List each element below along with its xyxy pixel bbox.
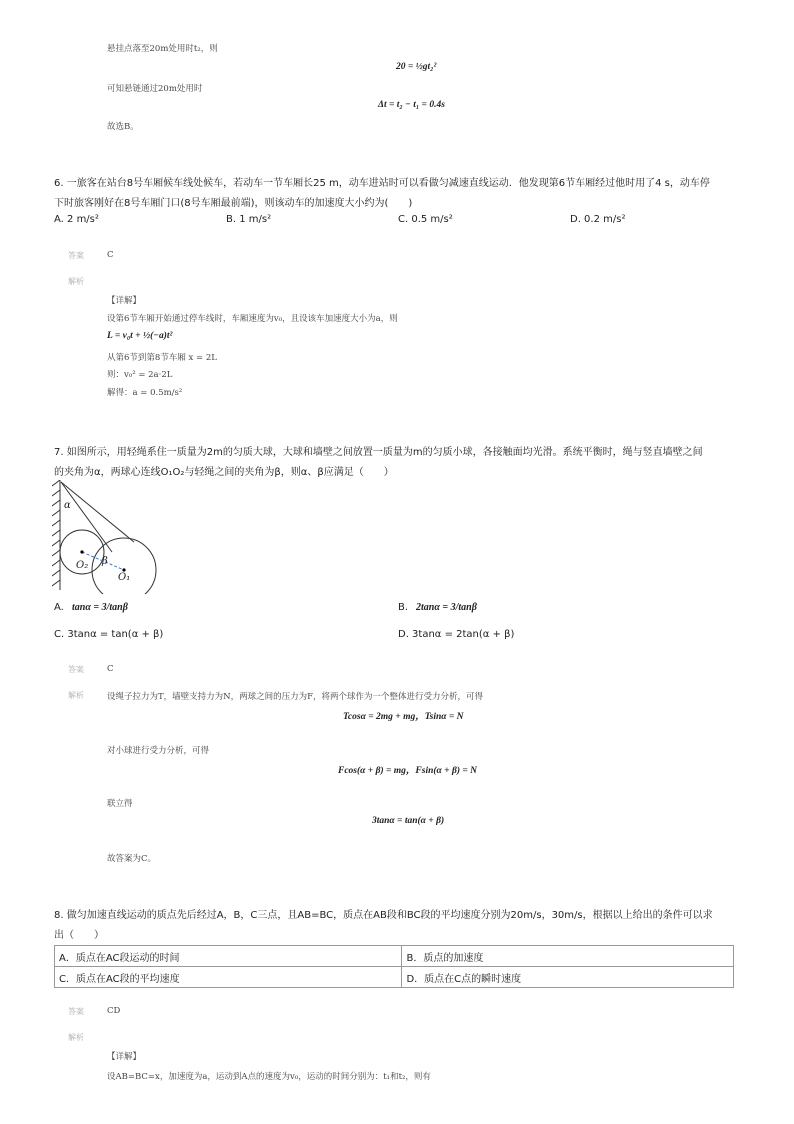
option-c: C. 3tanα = tan(α + β) bbox=[54, 629, 164, 640]
detail-line: 从第6节到第8节车厢 x = 2L bbox=[107, 353, 217, 363]
text-line: 可知悬链通过20m处用时 bbox=[107, 84, 203, 94]
formula: Tcosα = 2mg + mg，Tsinα = N bbox=[343, 712, 464, 722]
formula: 3tanα = tan(α + β) bbox=[372, 816, 445, 826]
formula: L = v₀t + ½(−a)t² bbox=[107, 331, 173, 341]
option-d: D. 3tanα = 2tan(α + β) bbox=[398, 629, 515, 640]
question-7-line1: 7. 如图所示，用轻绳系住一质量为2m的匀质大球，大球和墙壁之间放置一质量为m的匀质小球，各接触面均光滑。系统平衡时，绳与竖直墙壁之间 bbox=[54, 447, 703, 458]
detail-title: 【详解】 bbox=[107, 1052, 142, 1062]
analysis-label: 解析 bbox=[68, 1033, 84, 1042]
option-b: 2tanα = 3/tanβ bbox=[416, 602, 477, 613]
detail-line: 则：v₀² = 2a·2L bbox=[107, 370, 173, 380]
text-line: 悬挂点落至20m处用时t₂，则 bbox=[107, 44, 218, 54]
o1-label: O₁ bbox=[118, 572, 131, 583]
formula: Fcos(α + β) = mg，Fsin(α + β) = N bbox=[338, 766, 478, 776]
analysis-line: 故答案为C。 bbox=[107, 854, 157, 864]
option-c: C. 0.5 m/s² bbox=[398, 214, 453, 225]
option-b-label: B. bbox=[398, 602, 409, 613]
answer-label: 答案 bbox=[68, 1007, 84, 1016]
option-a-label: A. bbox=[54, 602, 64, 613]
detail-line: 设AB=BC=x，加速度为a，运动到A点的速度为v₀，运动的时间分别为：t₁和t₂，则有 bbox=[107, 1072, 431, 1082]
answer-value: C bbox=[107, 250, 114, 260]
formula: Δt = t₂ − t₁ = 0.4s bbox=[378, 100, 445, 110]
option-a: A. 2 m/s² bbox=[54, 214, 99, 225]
question-8-line2: 出（ ） bbox=[54, 930, 104, 941]
detail-line: 设第6节车厢开始通过停车线时，车厢速度为v₀，且设该车加速度大小为a，则 bbox=[107, 314, 398, 324]
detail-title: 【详解】 bbox=[107, 296, 142, 306]
answer-value: CD bbox=[107, 1006, 121, 1016]
question-8-line1: 8. 做匀加速直线运动的质点先后经过A，B，C三点，且AB=BC，质点在AB段和BC段的平均速度分别为20m/s，30m/s，根据以上给出的条件可以求 bbox=[54, 910, 713, 921]
text-line: 故选B。 bbox=[107, 122, 139, 132]
option-d: D．质点在C点的瞬时速度 bbox=[402, 967, 734, 988]
analysis-line: 联立得 bbox=[107, 799, 133, 809]
physics-figure bbox=[52, 480, 162, 594]
answer-label: 答案 bbox=[68, 665, 84, 674]
o2-label: O₂ bbox=[76, 560, 89, 571]
formula: 20 = ½gt₂² bbox=[396, 62, 437, 72]
answer-value: C bbox=[107, 664, 114, 674]
question-6-line1: 6. 一旅客在站台8号车厢候车线处候车，若动车一节车厢长25 m，动车进站时可以看做匀减速直线运动．他发现第6节车厢经过他时用了4 s，动车停 bbox=[54, 178, 710, 189]
analysis-line: 对小球进行受力分析，可得 bbox=[107, 746, 210, 756]
option-c: C．质点在AC段的平均速度 bbox=[55, 967, 402, 988]
wall-hatching bbox=[52, 480, 60, 590]
analysis-line: 设绳子拉力为T，墙壁支持力为N，两球之间的压力为F，将两个球作为一个整体进行受力分析，可得 bbox=[107, 692, 484, 702]
analysis-label: 解析 bbox=[68, 277, 84, 286]
rope bbox=[61, 482, 134, 542]
question-7-line2: 的夹角为α，两球心连线O₁O₂与轻绳之间的夹角为β，则α、β应满足（ ） bbox=[54, 467, 394, 478]
option-d: D. 0.2 m/s² bbox=[570, 214, 626, 225]
option-a: A．质点在AC段运动的时间 bbox=[55, 946, 402, 967]
question-6-line2: 下时旅客刚好在8号车厢门口(8号车厢最前端)，则该动车的加速度大小约为( ) bbox=[54, 198, 413, 209]
option-b: B. 1 m/s² bbox=[226, 214, 272, 225]
detail-line: 解得：a = 0.5m/s² bbox=[107, 388, 183, 398]
option-b: B．质点的加速度 bbox=[402, 946, 734, 967]
answer-label: 答案 bbox=[68, 251, 84, 260]
analysis-label: 解析 bbox=[68, 691, 84, 700]
options-table bbox=[54, 945, 734, 988]
alpha-label: α bbox=[64, 500, 71, 511]
beta-label: β bbox=[102, 556, 108, 567]
option-a: tanα = 3/tanβ bbox=[72, 602, 128, 613]
